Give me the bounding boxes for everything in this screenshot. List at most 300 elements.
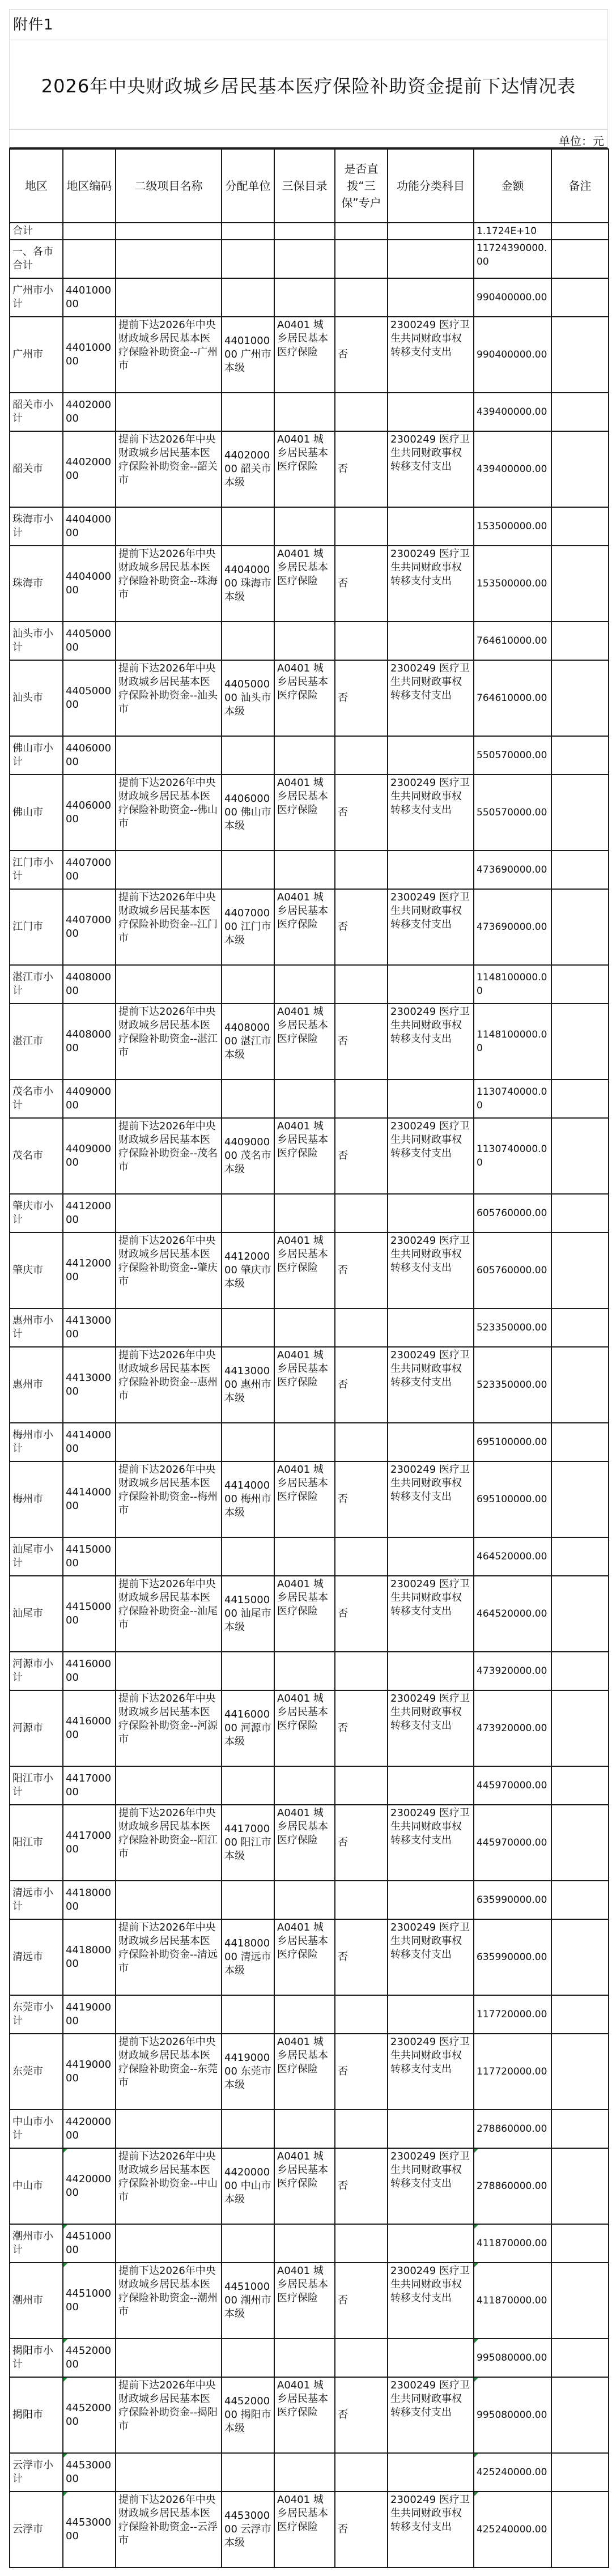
cell-region: 云浮市小计 bbox=[10, 2453, 63, 2492]
cell-allocation-unit: 440600000 佛山市本级 bbox=[222, 775, 274, 851]
cell-function-subject: 2300249 医疗卫生共同财政事权转移支付支出 bbox=[388, 889, 474, 965]
city-detail-row bbox=[10, 2148, 609, 2224]
col-header-allocation-unit: 分配单位 bbox=[222, 149, 274, 223]
cell-amount: 473920000.00 bbox=[474, 1690, 551, 1766]
cell-region-code: 441900000 bbox=[63, 1995, 116, 2034]
cell-direct-transfer: 否 bbox=[335, 775, 388, 851]
cell-region-code: 440700000 bbox=[63, 889, 116, 965]
cell-remarks bbox=[551, 2453, 609, 2492]
cell-region-code: 440700000 bbox=[63, 851, 116, 889]
cell-direct-transfer: 否 bbox=[335, 1461, 388, 1537]
cell-amount: 464520000.00 bbox=[474, 1537, 551, 1576]
cell-region-code: 441400000 bbox=[63, 1423, 116, 1461]
cell-region: 东莞市 bbox=[10, 2034, 63, 2110]
cell-sanbao-catalog: A0401 城乡居民基本医疗保险 bbox=[274, 1690, 335, 1766]
cell-region: 中山市 bbox=[10, 2148, 63, 2224]
cell-region: 江门市小计 bbox=[10, 851, 63, 889]
cell-region-code: 440500000 bbox=[63, 622, 116, 660]
cell-region: 汕尾市小计 bbox=[10, 1537, 63, 1576]
cell-amount: 473690000.00 bbox=[474, 851, 551, 889]
cell-function-subject: 2300249 医疗卫生共同财政事权转移支付支出 bbox=[388, 2492, 474, 2568]
page-title: 2026年中央财政城乡居民基本医疗保险补助资金提前下达情况表 bbox=[9, 40, 608, 129]
cell-region-code: 442000000 bbox=[63, 2148, 116, 2224]
cell-region: 广州市 bbox=[10, 317, 63, 393]
city-detail-row bbox=[10, 1461, 609, 1537]
cell-region-code: 445100000 bbox=[63, 2224, 116, 2263]
city-detail-row bbox=[10, 1576, 609, 1652]
col-header-function-subject: 功能分类科目 bbox=[388, 149, 474, 223]
city-detail-row bbox=[10, 317, 609, 393]
city-detail-row bbox=[10, 1004, 609, 1079]
cell-project-name: 提前下达2026年中央财政城乡居民基本医疗保险补助资金--云浮市 bbox=[116, 2492, 222, 2568]
cell-remarks bbox=[551, 965, 609, 1004]
cell-region-code: 441600000 bbox=[63, 1652, 116, 1690]
cell-sanbao-catalog: A0401 城乡居民基本医疗保险 bbox=[274, 889, 335, 965]
city-subtotal-row bbox=[10, 507, 609, 546]
cell-region-code: 440400000 bbox=[63, 546, 116, 622]
cell-region-code: 441300000 bbox=[63, 1347, 116, 1423]
attachment-label: 附件1 bbox=[9, 9, 608, 40]
cell-sanbao-catalog: A0401 城乡居民基本医疗保险 bbox=[274, 2263, 335, 2339]
cell-region-code: 441500000 bbox=[63, 1537, 116, 1576]
city-subtotal-row bbox=[10, 1652, 609, 1690]
cell-region: 东莞市小计 bbox=[10, 1995, 63, 2034]
cell-project-name: 提前下达2026年中央财政城乡居民基本医疗保险补助资金--广州市 bbox=[116, 317, 222, 393]
cell-remarks bbox=[551, 1576, 609, 1652]
cell-project-name: 提前下达2026年中央财政城乡居民基本医疗保险补助资金--肇庆市 bbox=[116, 1232, 222, 1308]
cell-remarks bbox=[551, 1079, 609, 1118]
cell-sanbao-catalog: A0401 城乡居民基本医疗保险 bbox=[274, 1805, 335, 1881]
cell-amount: 550570000.00 bbox=[474, 736, 551, 775]
cell-amount: 695100000.00 bbox=[474, 1461, 551, 1537]
cell-function-subject: 2300249 医疗卫生共同财政事权转移支付支出 bbox=[388, 2263, 474, 2339]
cell-region-code: 442000000 bbox=[63, 2110, 116, 2148]
cell-amount: 445970000.00 bbox=[474, 1766, 551, 1805]
cell-region-code: 440600000 bbox=[63, 736, 116, 775]
cell-region-code: 445200000 bbox=[63, 2339, 116, 2377]
city-subtotal-row bbox=[10, 393, 609, 431]
cell-remarks bbox=[551, 1995, 609, 2034]
cell-allocation-unit: 440900000 茂名市本级 bbox=[222, 1118, 274, 1194]
cell-amount: 695100000.00 bbox=[474, 1423, 551, 1461]
cell-allocation-unit: 440200000 韶关市本级 bbox=[222, 431, 274, 507]
cell-amount: 411870000.00 bbox=[474, 2224, 551, 2263]
cell-remarks bbox=[551, 1118, 609, 1194]
table-header-row bbox=[10, 149, 609, 223]
cell-direct-transfer: 否 bbox=[335, 889, 388, 965]
cell-remarks bbox=[551, 660, 609, 736]
city-subtotal-row bbox=[10, 1194, 609, 1232]
cell-amount: 464520000.00 bbox=[474, 1576, 551, 1652]
cell-amount: 117720000.00 bbox=[474, 1995, 551, 2034]
cell-sanbao-catalog: A0401 城乡居民基本医疗保险 bbox=[274, 775, 335, 851]
cell-function-subject: 2300249 医疗卫生共同财政事权转移支付支出 bbox=[388, 1805, 474, 1881]
cell-region: 肇庆市小计 bbox=[10, 1194, 63, 1232]
cell-allocation-unit: 441200000 肇庆市本级 bbox=[222, 1232, 274, 1308]
cell-remarks bbox=[551, 1537, 609, 1576]
cell-direct-transfer: 否 bbox=[335, 1576, 388, 1652]
cell-amount: 473920000.00 bbox=[474, 1652, 551, 1690]
cell-allocation-unit: 441900000 东莞市本级 bbox=[222, 2034, 274, 2110]
cell-region-code: 440800000 bbox=[63, 1004, 116, 1079]
cell-remarks bbox=[551, 1194, 609, 1232]
cell-region: 潮州市 bbox=[10, 2263, 63, 2339]
cell-direct-transfer: 否 bbox=[335, 2148, 388, 2224]
cell-region-code: 441600000 bbox=[63, 1690, 116, 1766]
cell-region: 韶关市小计 bbox=[10, 393, 63, 431]
city-subtotal-row bbox=[10, 2224, 609, 2263]
col-header-sanbao-catalog: 三保目录 bbox=[274, 149, 335, 223]
cell-allocation-unit: 445200000 揭阳市本级 bbox=[222, 2377, 274, 2453]
cell-project-name: 提前下达2026年中央财政城乡居民基本医疗保险补助资金--珠海市 bbox=[116, 546, 222, 622]
cell-allocation-unit: 440100000 广州市本级 bbox=[222, 317, 274, 393]
cell-amount: 425240000.00 bbox=[474, 2492, 551, 2568]
cell-allocation-unit: 440800000 湛江市本级 bbox=[222, 1004, 274, 1079]
cell-sanbao-catalog: A0401 城乡居民基本医疗保险 bbox=[274, 1919, 335, 1995]
cell-region: 阳江市小计 bbox=[10, 1766, 63, 1805]
all-cities-total-row bbox=[10, 240, 609, 278]
cell-region: 合计 bbox=[10, 223, 63, 240]
cell-remarks bbox=[551, 1805, 609, 1881]
cell-amount: 473690000.00 bbox=[474, 889, 551, 965]
cell-region-code: 441200000 bbox=[63, 1232, 116, 1308]
cell-region: 珠海市 bbox=[10, 546, 63, 622]
cell-project-name: 提前下达2026年中央财政城乡居民基本医疗保险补助资金--梅州市 bbox=[116, 1461, 222, 1537]
col-header-amount: 金额 bbox=[474, 149, 551, 223]
city-detail-row bbox=[10, 1805, 609, 1881]
cell-amount: 411870000.00 bbox=[474, 2263, 551, 2339]
cell-project-name: 提前下达2026年中央财政城乡居民基本医疗保险补助资金--揭阳市 bbox=[116, 2377, 222, 2453]
cell-region-code: 445300000 bbox=[63, 2492, 116, 2568]
cell-region: 汕尾市 bbox=[10, 1576, 63, 1652]
cell-region: 揭阳市 bbox=[10, 2377, 63, 2453]
cell-amount: 1130740000.00 bbox=[474, 1118, 551, 1194]
cell-direct-transfer: 否 bbox=[335, 2034, 388, 2110]
cell-region: 中山市小计 bbox=[10, 2110, 63, 2148]
cell-remarks bbox=[551, 775, 609, 851]
cell-function-subject: 2300249 医疗卫生共同财政事权转移支付支出 bbox=[388, 1576, 474, 1652]
city-detail-row bbox=[10, 2263, 609, 2339]
city-detail-row bbox=[10, 775, 609, 851]
cell-remarks bbox=[551, 1423, 609, 1461]
grand-total-row bbox=[10, 223, 609, 240]
cell-region: 佛山市 bbox=[10, 775, 63, 851]
cell-amount: 1.1724E+10 bbox=[474, 223, 551, 240]
cell-remarks bbox=[551, 736, 609, 775]
cell-sanbao-catalog: A0401 城乡居民基本医疗保险 bbox=[274, 1232, 335, 1308]
cell-direct-transfer: 否 bbox=[335, 1919, 388, 1995]
cell-remarks bbox=[551, 507, 609, 546]
col-header-region: 地区 bbox=[10, 149, 63, 223]
cell-remarks bbox=[551, 431, 609, 507]
cell-project-name: 提前下达2026年中央财政城乡居民基本医疗保险补助资金--江门市 bbox=[116, 889, 222, 965]
cell-amount: 445970000.00 bbox=[474, 1805, 551, 1881]
cell-remarks bbox=[551, 1347, 609, 1423]
cell-amount: 425240000.00 bbox=[474, 2453, 551, 2492]
cell-remarks bbox=[551, 889, 609, 965]
city-detail-row bbox=[10, 660, 609, 736]
cell-function-subject: 2300249 医疗卫生共同财政事权转移支付支出 bbox=[388, 317, 474, 393]
cell-amount: 764610000.00 bbox=[474, 660, 551, 736]
cell-project-name: 提前下达2026年中央财政城乡居民基本医疗保险补助资金--汕头市 bbox=[116, 660, 222, 736]
cell-project-name: 提前下达2026年中央财政城乡居民基本医疗保险补助资金--河源市 bbox=[116, 1690, 222, 1766]
cell-allocation-unit: 440400000 珠海市本级 bbox=[222, 546, 274, 622]
cell-region: 湛江市 bbox=[10, 1004, 63, 1079]
cell-sanbao-catalog: A0401 城乡居民基本医疗保险 bbox=[274, 1004, 335, 1079]
cell-allocation-unit: 445300000 云浮市本级 bbox=[222, 2492, 274, 2568]
col-header-remarks: 备注 bbox=[551, 149, 609, 223]
cell-region: 潮州市小计 bbox=[10, 2224, 63, 2263]
cell-region-code: 441800000 bbox=[63, 1919, 116, 1995]
col-header-direct-transfer: 是否直拨“三保”专户 bbox=[335, 149, 388, 223]
cell-region: 梅州市 bbox=[10, 1461, 63, 1537]
city-subtotal-row bbox=[10, 2339, 609, 2377]
cell-sanbao-catalog: A0401 城乡居民基本医疗保险 bbox=[274, 431, 335, 507]
unit-label: 单位：元 bbox=[9, 129, 608, 148]
city-detail-row bbox=[10, 1347, 609, 1423]
cell-allocation-unit: 440700000 江门市本级 bbox=[222, 889, 274, 965]
cell-sanbao-catalog: A0401 城乡居民基本医疗保险 bbox=[274, 2377, 335, 2453]
cell-amount: 995080000.00 bbox=[474, 2377, 551, 2453]
cell-function-subject: 2300249 医疗卫生共同财政事权转移支付支出 bbox=[388, 2148, 474, 2224]
cell-region: 清远市 bbox=[10, 1919, 63, 1995]
cell-project-name: 提前下达2026年中央财政城乡居民基本医疗保险补助资金--阳江市 bbox=[116, 1805, 222, 1881]
cell-direct-transfer: 否 bbox=[335, 1690, 388, 1766]
cell-remarks bbox=[551, 2263, 609, 2339]
cell-amount: 11724390000.00 bbox=[474, 240, 551, 278]
cell-region-code: 440400000 bbox=[63, 507, 116, 546]
cell-region: 梅州市小计 bbox=[10, 1423, 63, 1461]
cell-sanbao-catalog: A0401 城乡居民基本医疗保险 bbox=[274, 2034, 335, 2110]
cell-amount: 523350000.00 bbox=[474, 1308, 551, 1347]
cell-project-name: 提前下达2026年中央财政城乡居民基本医疗保险补助资金--东莞市 bbox=[116, 2034, 222, 2110]
cell-region: 肇庆市 bbox=[10, 1232, 63, 1308]
cell-region: 茂名市 bbox=[10, 1118, 63, 1194]
cell-function-subject: 2300249 医疗卫生共同财政事权转移支付支出 bbox=[388, 775, 474, 851]
cell-allocation-unit: 441400000 梅州市本级 bbox=[222, 1461, 274, 1537]
city-detail-row bbox=[10, 1118, 609, 1194]
cell-region: 云浮市 bbox=[10, 2492, 63, 2568]
cell-allocation-unit: 441800000 清远市本级 bbox=[222, 1919, 274, 1995]
cell-region-code: 445200000 bbox=[63, 2377, 116, 2453]
cell-amount: 1130740000.00 bbox=[474, 1079, 551, 1118]
cell-region-code: 440800000 bbox=[63, 965, 116, 1004]
cell-region-code: 440100000 bbox=[63, 317, 116, 393]
city-subtotal-row bbox=[10, 965, 609, 1004]
cell-project-name: 提前下达2026年中央财政城乡居民基本医疗保险补助资金--惠州市 bbox=[116, 1347, 222, 1423]
city-subtotal-row bbox=[10, 2110, 609, 2148]
cell-project-name: 提前下达2026年中央财政城乡居民基本医疗保险补助资金--清远市 bbox=[116, 1919, 222, 1995]
city-subtotal-row bbox=[10, 736, 609, 775]
cell-region-code: 445300000 bbox=[63, 2453, 116, 2492]
cell-amount: 990400000.00 bbox=[474, 317, 551, 393]
cell-region-code: 441300000 bbox=[63, 1308, 116, 1347]
cell-direct-transfer: 否 bbox=[335, 1118, 388, 1194]
cell-sanbao-catalog: A0401 城乡居民基本医疗保险 bbox=[274, 1347, 335, 1423]
cell-allocation-unit: 441600000 河源市本级 bbox=[222, 1690, 274, 1766]
cell-amount: 605760000.00 bbox=[474, 1194, 551, 1232]
city-subtotal-row bbox=[10, 1537, 609, 1576]
cell-region: 广州市小计 bbox=[10, 278, 63, 317]
cell-sanbao-catalog: A0401 城乡居民基本医疗保险 bbox=[274, 660, 335, 736]
city-detail-row bbox=[10, 546, 609, 622]
cell-remarks bbox=[551, 1881, 609, 1919]
cell-amount: 153500000.00 bbox=[474, 546, 551, 622]
cell-amount: 439400000.00 bbox=[474, 393, 551, 431]
cell-region: 茂名市小计 bbox=[10, 1079, 63, 1118]
cell-region: 江门市 bbox=[10, 889, 63, 965]
cell-region-code: 440900000 bbox=[63, 1079, 116, 1118]
cell-project-name: 提前下达2026年中央财政城乡居民基本医疗保险补助资金--湛江市 bbox=[116, 1004, 222, 1079]
city-subtotal-row bbox=[10, 1423, 609, 1461]
city-subtotal-row bbox=[10, 1995, 609, 2034]
cell-remarks bbox=[551, 1461, 609, 1537]
cell-region-code: 440600000 bbox=[63, 775, 116, 851]
city-subtotal-row bbox=[10, 851, 609, 889]
cell-amount: 278860000.00 bbox=[474, 2148, 551, 2224]
cell-remarks bbox=[551, 1232, 609, 1308]
cell-region-code: 441700000 bbox=[63, 1766, 116, 1805]
cell-direct-transfer: 否 bbox=[335, 1805, 388, 1881]
col-header-project-name: 二级项目名称 bbox=[116, 149, 222, 223]
cell-region: 韶关市 bbox=[10, 431, 63, 507]
cell-sanbao-catalog: A0401 城乡居民基本医疗保险 bbox=[274, 2492, 335, 2568]
col-header-region-code: 地区编码 bbox=[63, 149, 116, 223]
cell-function-subject: 2300249 医疗卫生共同财政事权转移支付支出 bbox=[388, 1347, 474, 1423]
cell-remarks bbox=[551, 622, 609, 660]
city-subtotal-row bbox=[10, 278, 609, 317]
cell-remarks bbox=[551, 1766, 609, 1805]
cell-amount: 605760000.00 bbox=[474, 1232, 551, 1308]
cell-amount: 995080000.00 bbox=[474, 2339, 551, 2377]
cell-remarks bbox=[551, 851, 609, 889]
cell-function-subject: 2300249 医疗卫生共同财政事权转移支付支出 bbox=[388, 1919, 474, 1995]
city-detail-row bbox=[10, 2034, 609, 2110]
cell-amount: 278860000.00 bbox=[474, 2110, 551, 2148]
city-detail-row bbox=[10, 1232, 609, 1308]
cell-sanbao-catalog: A0401 城乡居民基本医疗保险 bbox=[274, 317, 335, 393]
cell-region-code: 445100000 bbox=[63, 2263, 116, 2339]
cell-function-subject: 2300249 医疗卫生共同财政事权转移支付支出 bbox=[388, 660, 474, 736]
cell-allocation-unit: 442000000 中山市本级 bbox=[222, 2148, 274, 2224]
cell-project-name: 提前下达2026年中央财政城乡居民基本医疗保险补助资金--佛山市 bbox=[116, 775, 222, 851]
cell-project-name: 提前下达2026年中央财政城乡居民基本医疗保险补助资金--茂名市 bbox=[116, 1118, 222, 1194]
cell-allocation-unit: 441500000 汕尾市本级 bbox=[222, 1576, 274, 1652]
cell-remarks bbox=[551, 546, 609, 622]
cell-region-code: 441700000 bbox=[63, 1805, 116, 1881]
cell-region: 珠海市小计 bbox=[10, 507, 63, 546]
city-subtotal-row bbox=[10, 1308, 609, 1347]
cell-region: 惠州市小计 bbox=[10, 1308, 63, 1347]
cell-function-subject: 2300249 医疗卫生共同财政事权转移支付支出 bbox=[388, 1004, 474, 1079]
cell-amount: 635990000.00 bbox=[474, 1881, 551, 1919]
cell-region: 汕头市小计 bbox=[10, 622, 63, 660]
cell-region: 一、各市合计 bbox=[10, 240, 63, 278]
cell-amount: 635990000.00 bbox=[474, 1919, 551, 1995]
cell-direct-transfer: 否 bbox=[335, 1232, 388, 1308]
allocation-table bbox=[9, 148, 609, 2568]
cell-region-code: 440200000 bbox=[63, 431, 116, 507]
cell-region-code: 441800000 bbox=[63, 1881, 116, 1919]
cell-remarks bbox=[551, 278, 609, 317]
cell-amount: 1148100000.00 bbox=[474, 965, 551, 1004]
cell-region-code: 440900000 bbox=[63, 1118, 116, 1194]
cell-direct-transfer: 否 bbox=[335, 1347, 388, 1423]
cell-region: 河源市 bbox=[10, 1690, 63, 1766]
cell-allocation-unit: 441300000 惠州市本级 bbox=[222, 1347, 274, 1423]
cell-remarks bbox=[551, 2148, 609, 2224]
cell-function-subject: 2300249 医疗卫生共同财政事权转移支付支出 bbox=[388, 2034, 474, 2110]
cell-remarks bbox=[551, 1690, 609, 1766]
cell-amount: 117720000.00 bbox=[474, 2034, 551, 2110]
cell-project-name: 提前下达2026年中央财政城乡居民基本医疗保险补助资金--潮州市 bbox=[116, 2263, 222, 2339]
cell-remarks bbox=[551, 317, 609, 393]
cell-project-name: 提前下达2026年中央财政城乡居民基本医疗保险补助资金--汕尾市 bbox=[116, 1576, 222, 1652]
cell-region: 清远市小计 bbox=[10, 1881, 63, 1919]
cell-region: 佛山市小计 bbox=[10, 736, 63, 775]
cell-sanbao-catalog: A0401 城乡居民基本医疗保险 bbox=[274, 1118, 335, 1194]
cell-remarks bbox=[551, 1652, 609, 1690]
cell-sanbao-catalog: A0401 城乡居民基本医疗保险 bbox=[274, 1576, 335, 1652]
cell-amount: 439400000.00 bbox=[474, 431, 551, 507]
cell-remarks bbox=[551, 2339, 609, 2377]
city-detail-row bbox=[10, 2492, 609, 2568]
cell-region: 阳江市 bbox=[10, 1805, 63, 1881]
cell-direct-transfer: 否 bbox=[335, 2263, 388, 2339]
cell-allocation-unit: 445100000 潮州市本级 bbox=[222, 2263, 274, 2339]
cell-region-code: 441900000 bbox=[63, 2034, 116, 2110]
cell-remarks bbox=[551, 393, 609, 431]
cell-remarks bbox=[551, 2034, 609, 2110]
cell-remarks bbox=[551, 2110, 609, 2148]
city-subtotal-row bbox=[10, 2453, 609, 2492]
cell-region-code: 440200000 bbox=[63, 393, 116, 431]
cell-region-code: 440500000 bbox=[63, 660, 116, 736]
spreadsheet bbox=[9, 9, 608, 2568]
city-detail-row bbox=[10, 889, 609, 965]
cell-amount: 153500000.00 bbox=[474, 507, 551, 546]
cell-direct-transfer: 否 bbox=[335, 1004, 388, 1079]
cell-remarks bbox=[551, 2492, 609, 2568]
cell-sanbao-catalog: A0401 城乡居民基本医疗保险 bbox=[274, 1461, 335, 1537]
cell-sanbao-catalog: A0401 城乡居民基本医疗保险 bbox=[274, 2148, 335, 2224]
cell-region: 惠州市 bbox=[10, 1347, 63, 1423]
cell-region: 湛江市小计 bbox=[10, 965, 63, 1004]
cell-region: 汕头市 bbox=[10, 660, 63, 736]
cell-function-subject: 2300249 医疗卫生共同财政事权转移支付支出 bbox=[388, 1232, 474, 1308]
cell-remarks bbox=[551, 1919, 609, 1995]
city-subtotal-row bbox=[10, 1881, 609, 1919]
city-subtotal-row bbox=[10, 1766, 609, 1805]
cell-amount: 523350000.00 bbox=[474, 1347, 551, 1423]
cell-project-name: 提前下达2026年中央财政城乡居民基本医疗保险补助资金--中山市 bbox=[116, 2148, 222, 2224]
cell-amount: 990400000.00 bbox=[474, 278, 551, 317]
cell-project-name: 提前下达2026年中央财政城乡居民基本医疗保险补助资金--韶关市 bbox=[116, 431, 222, 507]
cell-direct-transfer: 否 bbox=[335, 431, 388, 507]
cell-sanbao-catalog: A0401 城乡居民基本医疗保险 bbox=[274, 546, 335, 622]
cell-region-code: 441200000 bbox=[63, 1194, 116, 1232]
cell-function-subject: 2300249 医疗卫生共同财政事权转移支付支出 bbox=[388, 2377, 474, 2453]
cell-region-code: 441400000 bbox=[63, 1461, 116, 1537]
cell-remarks bbox=[551, 1308, 609, 1347]
cell-direct-transfer: 否 bbox=[335, 317, 388, 393]
cell-direct-transfer: 否 bbox=[335, 660, 388, 736]
cell-direct-transfer: 否 bbox=[335, 546, 388, 622]
city-detail-row bbox=[10, 2377, 609, 2453]
cell-amount: 550570000.00 bbox=[474, 775, 551, 851]
city-detail-row bbox=[10, 1690, 609, 1766]
cell-allocation-unit: 441700000 阳江市本级 bbox=[222, 1805, 274, 1881]
